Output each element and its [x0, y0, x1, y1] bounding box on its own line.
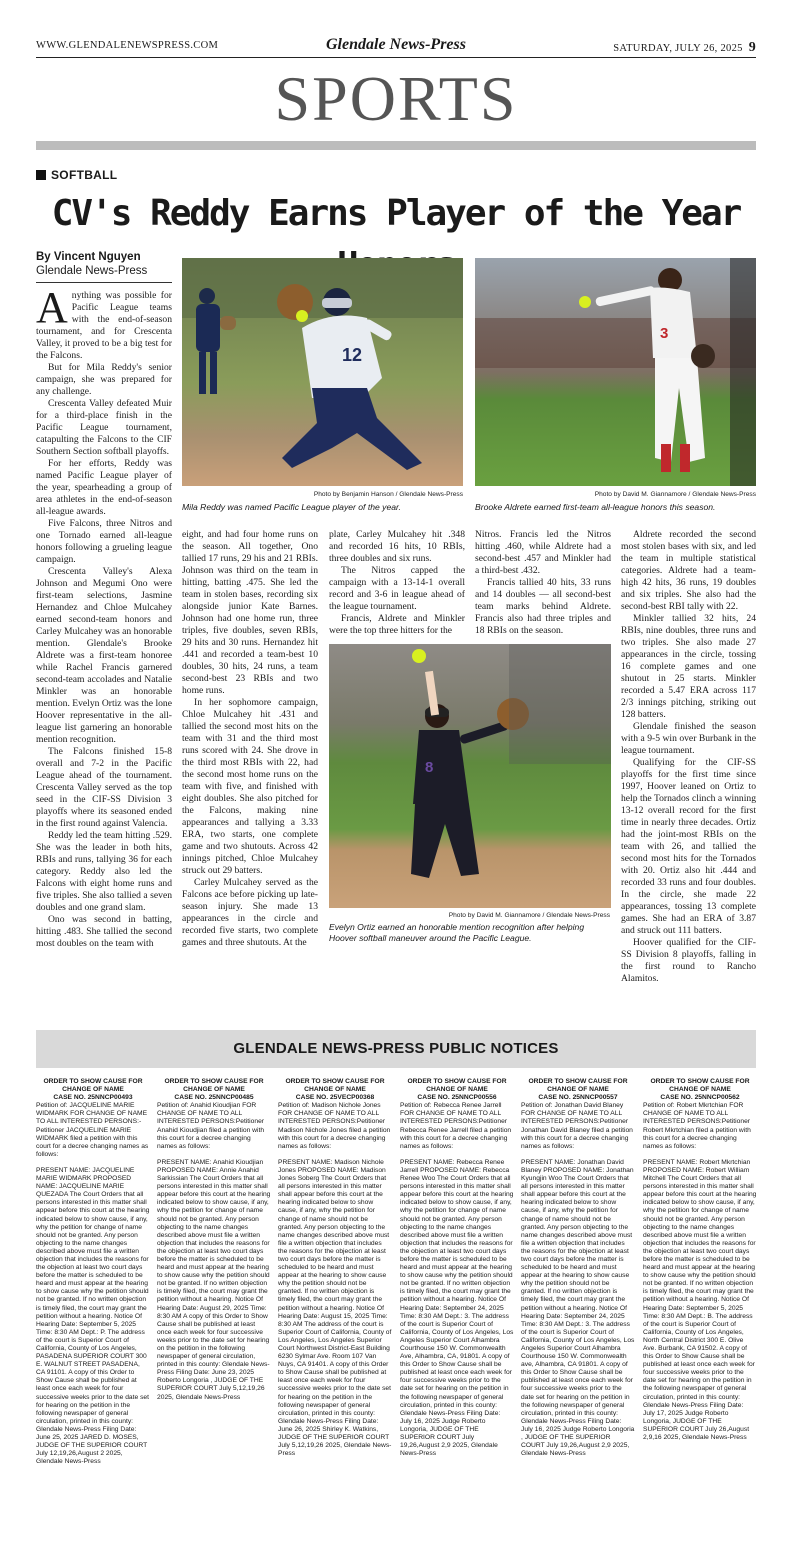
paragraph: For her efforts, Reddy was named Pacific League player of the year, spearheading a group of area athletes in the end-of-season all-league awards. — [36, 458, 172, 517]
section-divider — [36, 141, 756, 150]
paragraph: Anything was possible for Pacific League teams with the end-of-season tournament, and for Crescenta Valley, it proved to be a big test for the Falcons. — [36, 283, 172, 361]
photo-aldrete — [475, 258, 756, 486]
page-header — [36, 38, 756, 54]
paragraph: Francis tallied 40 hits, 33 runs and 14 doubles — all second-best team marks behind Aldrete. Francis also had three triples and 18 RBIs on the season. — [475, 577, 611, 636]
jersey-number: 3 — [660, 325, 669, 342]
notice-case: CASE NO. 25NNCP00556 — [417, 1094, 497, 1102]
public-notice — [643, 1078, 757, 1442]
notice-body: PRESENT NAME: Madison Nichole Jones PROPOSED NAME: Madison Jones Soberg The Court Orders that all persons interested in this matter shall appear before this court at the hearing indicated below to show cause, if any, why the petition for change of name should not be granted. Any person objecting to the name changes described above must file a written objection that includes the reasons for the objection at least two court days before the matter is scheduled to be heard and must appear at the hearing to show cause why the petition should not be granted. If no written objection is timely filed, the court may grant the petition without a hearing. Notice Of Hearing Date: August 15, 2025 Time: 8:30 AM The address of the court is Superior Court of California, County of Los Angeles, Los Angeles Superior Court Northwest District-East Building 6230 Sylmar Ave. Room 107 Van Nuys, CA 91401. A copy of this Order to Show Cause shall be published at least once each week for four successive weeks prior to the date set for hearing on the petition in the following newspaper of general circulation, printed in this county: Glendale News-Press Filing Date: June 26, 2025 Shirley K. Watkins, JUDGE OF THE SUPERIOR COURT July 5,12,19,26 2025, Glendale News-Press — [278, 1158, 392, 1458]
paragraph: plate, Carley Mulcahey hit .348 and recorded 16 hits, 10 RBIs, three doubles and six runs. — [329, 529, 465, 564]
author: By Vincent Nguyen — [36, 251, 141, 263]
photo-ortiz — [329, 644, 611, 908]
notice-body: PRESENT NAME: Jonathan David Blaney PROPOSED NAME: Jonathan Kyungjin Woo The Court Orders that all persons interested in this matter shall appear before this court at the hearing indicated below to show cause, if any, why the petition for change of name should not be granted. Any person objecting to the name changes described above must file a written objection that includes the reasons for the objection at least two court days before the matter is scheduled to be heard and must appear at the hearing to show cause why the petition should not be granted. If no written objection is timely filed, the court may grant the petition without a hearing. Notice Of Hearing Date: September 24, 2025 Time: 8:30 AM Dept.: 3. The address of the court is Superior Court of California, County of Los Angeles, Los Angeles Superior Court Alhambra Courthouse 150 W. Commonwealth ave, Alhambra, CA 91801. A copy of this Order to Show Cause shall be published at least once each week for four successive weeks prior to the date set for hearing on the petition in the following newspaper of general circulation, printed in this county: Glendale News-Press Filing Date: July 16, 2025 Judge Roberto Longoria , JUDGE OF THE SUPERIOR COURT July 19,26,August 2,9 2025, Glendale News-Press — [521, 1158, 635, 1458]
article-column-5 — [621, 529, 756, 984]
paragraph: Reddy led the team hitting .529. She was the leader in both hits, RBIs and runs, tallying 36 for each category. Reddy also led the Falcons with eight home runs and five triples. She also tallied a seven doubles and one grand slam. — [36, 830, 172, 913]
notice-body: PRESENT NAME: Rebecca Renee Jarrell PROPOSED NAME: Rebecca Renee Woo The Court Orders that all persons interested in this matter shall appear before this court at the hearing indicated below to show cause, if any, why the petition for change of name should not be granted. Any person objecting to the name changes described above must file a written objection that includes the reasons for the objection at least two court days before the matter is scheduled to be heard and must appear at the hearing to show cause why the petition should not be granted. If no written objection is timely filed, the court may grant the petition without a hearing. Notice Of Hearing Date: September 24, 2025 Time: 8:30 AM Dept.: 3. The address of the court is Superior Court of California, County of Los Angeles, Los Angeles Superior Court Alhambra Courthouse 150 W. Commonwealth Ave, Alhambra, CA, 91801. A copy of this Order to Show Cause shall be published at least once each week for four successive weeks prior to the date set for hearing on the petition in the following newspaper of general circulation, printed in this county: Glendale News-Press Filing Date: July 16, 2025 Judge Roberto Longoria, JUDGE OF THE SUPERIOR COURT July 19,26,August 2,9 2025, Glendale News-Press — [400, 1158, 514, 1458]
paragraph: Glendale finished the season with a 9-5 win over Burbank in the league tournament. — [621, 721, 756, 756]
paragraph: The Falcons finished 15-8 overall and 7-2 in the Pacific League ahead of the tournament. Crescenta Valley served as the top seed in the CIF-SS Division 3 playoffs where its seasoned ended in the first round against Valencia. — [36, 746, 172, 829]
public-notice — [36, 1078, 150, 1466]
notice-case: CASE NO. 25VECP00368 — [295, 1094, 375, 1102]
article-column-2 — [182, 529, 318, 949]
section-title: SPORTS — [274, 63, 518, 134]
paragraph: Hoover qualified for the CIF-SS Division 8 playoffs, falling in the first round to Rancho Alamitos. — [621, 937, 756, 984]
masthead: Glendale News-Press — [326, 36, 466, 53]
notice-case: CASE NO. 25NNCP00493 — [53, 1094, 133, 1102]
paragraph: Minkler tallied 32 hits, 24 RBIs, nine doubles, three runs and two triples. She also made 27 appearances in the circle, tossing 16 complete games and one shutout in 25 starts. Minkler recorded a 5.47 ERA across 117 2/3 innings pitching, striking out 128 batters. — [621, 613, 756, 720]
site-url[interactable]: WWW.GLENDALENEWSPRESS.COM — [36, 40, 219, 51]
public-notice — [278, 1078, 392, 1458]
photo-caption: Mila Reddy was named Pacific League player of the year. — [182, 502, 401, 512]
public-notice — [400, 1078, 514, 1458]
byline — [36, 250, 172, 278]
paragraph: Aldrete recorded the second most stolen bases with six, and led the team in multiple statistical categories. Aldrete had a team-high 42 hits, 36 runs, 19 doubles and six triples. She also had the second-best RBI tally with 22. — [621, 529, 756, 612]
photo-reddy-art — [182, 258, 463, 486]
photo-caption: Brooke Aldrete earned first-team all-league honors this season. — [475, 502, 716, 512]
notice-intro: Petition of: Rebecca Renee Jarrell FOR CHANGE OF NAME TO ALL INTERESTED PERSONS:Petitioner Rebecca Renee Jarrell filed a petition with this court for a decree changing names as follows: — [400, 1102, 512, 1150]
headline: CV's Reddy Earns Player of the Year — [51, 193, 741, 234]
paragraph: The Nitros capped the campaign with a 13-14-1 overall record and 3-6 in league ahead of the league tournament. — [329, 565, 465, 612]
notice-intro: Petition of: JACQUELINE MARIE WIDMARK FOR CHANGE OF NAME TO ALL INTERESTED PERSONS:-Petitioner JACQUELINE MARIE WIDMARK filed a petition with this court for a decree changing names as follows: — [36, 1102, 149, 1158]
notice-body: PRESENT NAME: JACQUELINE MARIE WIDMARK PROPOSED NAME: JACQUELINE MARIE QUEZADA The Court Orders that all persons interested in this matter shall appear before this court at the hearing indicated below to show cause, if any, why the petition for change of name should not be granted. Any person objecting to the name changes described above must file a written objection that includes the reasons for the objection at least two court days before the matter is scheduled to be heard and must appear at the hearing to show cause why the petition should not be granted. If no written objection is timely filed, the court may grant the petition without a hearing. Notice Of Hearing Date: September 5, 2025 Time: 8:30 AM Dept.: P. The address of the court is Superior Court of California, County of Los Angeles, PASADENA SUPERIOR COURT 300 E. WALNUT STREET PASADENA, CA 91101. A copy of this Order to Show Cause shall be published at least once each week for four successive weeks prior to the date set for hearing on the petition in the following newspaper of general circulation, printed in this county: Glendale News-Press Filing Date: June 25, 2025 JARED D. MOSES, JUDGE OF THE SUPERIOR COURT July 12,19,26,August 2 2025, Glendale News-Press — [36, 1166, 150, 1466]
paragraph: Qualifying for the CIF-SS playoffs for the first time since 1997, Hoover leaned on Ortiz to help the Tornados clinch a winning 13-12 overall record for the first time in nearly three decades. Ortiz had the joint-most RBIs on the team with 26, and tallied the second most hits for the Tornados with 20. Ortiz also hit .444 and recorded 33 runs and four doubles. In the circle, she made 22 appearances, tossing 13 complete games. She had an ERA of 3.87 and struck out 111 batters. — [621, 757, 756, 936]
notice-intro: Petition of: Robert Mkrtchian FOR CHANGE OF NAME TO ALL INTERESTED PERSONS:Petitioner Robert Mkrtchian filed a petition with this court for a decree changing names as follows: — [643, 1102, 751, 1150]
category-text: SOFTBALL — [51, 168, 118, 182]
jersey-number: 8 — [425, 759, 434, 776]
photo-ortiz-art — [329, 644, 611, 908]
photo-credit: Photo by David M. Giannamore / Glendale News-Press — [594, 491, 756, 498]
issue-date — [613, 40, 756, 56]
notice-title: ORDER TO SHOW CAUSE FOR CHANGE OF NAME — [43, 1078, 143, 1094]
notice-title: ORDER TO SHOW CAUSE FOR CHANGE OF NAME — [650, 1078, 750, 1094]
notice-case: CASE NO. 25NNCP00557 — [538, 1094, 618, 1102]
notice-intro: Petition of: Jonathan David Blaney FOR CHANGE OF NAME TO ALL INTERESTED PERSONS:Petitioner Jonathan David Blaney filed a petition with this court for a decree changing names as follows: — [521, 1102, 633, 1150]
square-icon — [36, 170, 46, 180]
notice-case: CASE NO. 25NNCP00485 — [174, 1094, 254, 1102]
photo-caption: Evelyn Ortiz earned an honorable mention recognition after helping Hoover softball maneuver around the Pacific League. — [329, 922, 585, 943]
notices-title: GLENDALE NEWS-PRESS PUBLIC NOTICES — [233, 1040, 559, 1057]
public-notice — [521, 1078, 635, 1458]
public-notice — [157, 1078, 271, 1402]
notice-title: ORDER TO SHOW CAUSE FOR CHANGE OF NAME — [285, 1078, 385, 1094]
paragraph: Carley Mulcahey served as the Falcons ace before picking up late-season injury. She made 13 appearances in the circle and recorded five starts, two complete games and three shutouts. At the — [182, 877, 318, 948]
notice-body: PRESENT NAME: Anahid Kioudjian PROPOSED NAME: Annie Anahid Sarkissian The Court Orders that all persons interested in this matter shall appear before this court at the hearing indicated below to show cause, if any, why the petition for change of name should not be granted. Any person objecting to the name changes described above must file a written objection that includes the reasons for the objection at least two court days before the matter is scheduled to be heard and must appear at the hearing to show cause why the petition should not be granted. If no written objection is timely filed, the court may grant the petition without a hearing. Notice Of Hearing Date: August 29, 2025 Time: 8:30 AM A copy of this Order to Show Cause shall be published at least once each week for four successive weeks prior to the date set for hearing on the petition in the following newspaper of general circulation, printed in this county: Glendale News-Press Filing Date: June 23, 2025 Roberto Longoria , JUDGE OF THE SUPERIOR COURT July 5,12,19,26 2025, Glendale News-Press — [157, 1158, 271, 1401]
paragraph: Francis, Aldrete and Minkler were the top three hitters for the — [329, 613, 465, 636]
notice-title: ORDER TO SHOW CAUSE FOR CHANGE OF NAME — [528, 1078, 628, 1094]
photo-reddy — [182, 258, 463, 486]
paragraph: Crescenta Valley defeated Muir for a third-place finish in the Pacific League tournament, catapulting the Falcons to the CIF Southern Section softball playoffs. — [36, 398, 172, 457]
notice-body: PRESENT NAME: Robert Mkrtchian PROPOSED NAME: Robert William Mitchell The Court Orders that all persons interested in this matter shall appear before this court at the hearing indicated below to show cause, if any, why the petition for change of name should not be granted. Any person objecting to the name changes described above must file a written objection that includes the reasons for the objection at least two court days before the matter is scheduled to be heard and must appear at the hearing to show cause why the petition should not be granted. If no written objection is timely filed, the court may grant the petition without a hearing. Notice Of Hearing Date: September 5, 2025 Time: 8:30 AM Dept.: B. The address of the court is Superior Court of California, County of Los Angeles, North Central District 300 E. Olive Ave. Burbank, CA 91502. A copy of this Order to Show Cause shall be published at least once each week for four successive weeks prior to the date set for hearing on the petition in the following newspaper of general circulation, printed in this county: Glendale News-Press Filing Date: July 17, 2025 Judge Roberto Longoria, JUDGE OF THE SUPERIOR COURT July 26,August 2,9,16 2025, Glendale News-Press — [643, 1158, 757, 1442]
notice-intro: Petition of: Madison Nichole Jones FOR CHANGE OF NAME TO ALL INTERESTED PERSONS:Petitioner Madison Nichole Jones filed a petition with this court for a decree changing names as follows: — [278, 1102, 391, 1150]
drop-cap: A — [36, 283, 68, 332]
paragraph: Crescenta Valley's Alexa Johnson and Megumi Ono were first-team selections, Jasmine Hernandez and Chloe Mulcahey earned second-team honors and Carley Mulcahey was an honorable mention. Glendale's Brooke Aldrete was a first-team honoree while Rachel Francis garnered second-team accolades and Natalie Minkler was an honorable mention. Evelyn Ortiz was the lone Hoover representative in the all-league list garnering an honorable mention recognition. — [36, 566, 172, 745]
photo-credit: Photo by David M. Giannamore / Glendale News-Press — [448, 912, 610, 919]
outlet: Glendale News-Press — [36, 265, 148, 277]
notice-title: ORDER TO SHOW CAUSE FOR CHANGE OF NAME — [407, 1078, 507, 1094]
header-rule — [36, 57, 756, 58]
photo-credit: Photo by Benjamin Hanson / Glendale News-Press — [313, 491, 463, 498]
article-column-4 — [475, 529, 611, 639]
date-text: SATURDAY, JULY 26, 2025 — [613, 43, 743, 54]
article-column-1 — [36, 283, 172, 955]
paragraph: Five Falcons, three Nitros and one Tornado earned all-league honors following a grueling league campaign. — [36, 518, 172, 565]
article-column-3 — [329, 529, 465, 639]
paragraph: In her sophomore campaign, Chloe Mulcahey hit .431 and tallied the second most hits on the team with 31 and the third most runs scored with 24. She drove in the third most RBIs with 22, had the second most home runs on the team with five, and finished with eight doubles. She also pitched for the Falcons, making nine appearances and tallying a 3.33 ERA, two starts, one complete game and two shutouts. Across 42 innings pitched, Chloe Mulcahey struck out 29 batters. — [182, 697, 318, 876]
category-label — [36, 168, 117, 182]
notice-case: CASE NO. 25NNCP00562 — [660, 1094, 740, 1102]
paragraph: Nitros. Francis led the Nitros hitting .460, while Aldrete had a second-best .457 and Minkler had a third-best .432. — [475, 529, 611, 576]
paragraph: eight, and had four home runs on the season. All together, Ono tallied 17 runs, 29 his and 21 RBIs. Johnson was third on the team in hitting, batting .475. She led the team in stolen bases, recording six alongside junior Kate Barnes. Johnson had one home run, three triples, five doubles, seven RBIs, 29 hits and 30 runs. Hernandez hit .441 and recorded a team-best 10 doubles, 30 hits, 24 runs, a team second-best 23 RBIs and two home runs. — [182, 529, 318, 696]
jersey-number: 12 — [342, 345, 363, 365]
paragraph: But for Mila Reddy's senior campaign, she was prepared for any challenge. — [36, 362, 172, 397]
notice-title: ORDER TO SHOW CAUSE FOR CHANGE OF NAME — [164, 1078, 264, 1094]
page-number: 9 — [748, 40, 756, 55]
photo-aldrete-art — [475, 258, 756, 486]
paragraph: Ono was second in batting, hitting .483. She tallied the second most doubles on the team with — [36, 914, 172, 949]
notice-intro: Petition of: Anahid Kioudjian FOR CHANGE OF NAME TO ALL INTERESTED PERSONS:Petitioner Anahid Kioudjian filed a petition with this court for a decree changing names as follows: — [157, 1102, 265, 1150]
